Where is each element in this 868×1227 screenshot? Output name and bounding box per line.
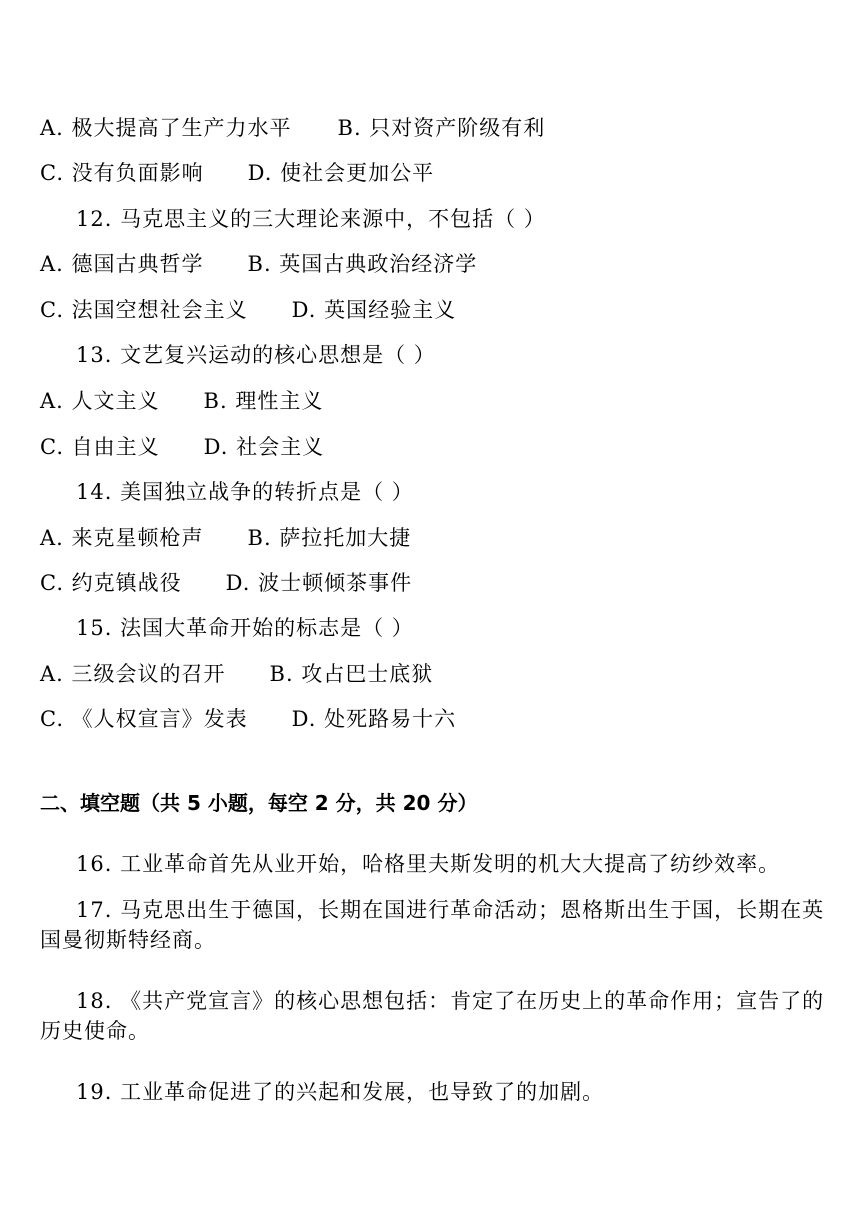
q12-options-row-2 bbox=[40, 295, 456, 325]
q15-option-d: D. 处死路易十六 bbox=[291, 707, 457, 731]
q11-options-row-1 bbox=[40, 113, 545, 143]
q11-option-a: A. 极大提高了生产力水平 bbox=[40, 116, 292, 140]
q15-option-a: A. 三级会议的召开 bbox=[40, 662, 226, 686]
q13-option-c: C. 自由主义 bbox=[40, 435, 160, 459]
q13-option-d: D. 社会主义 bbox=[203, 435, 325, 459]
q14-option-a: A. 来克星顿枪声 bbox=[40, 526, 204, 550]
q15-option-b: B. 攻占巴士底狱 bbox=[269, 662, 434, 686]
q15-stem: 15. 法国大革命开始的标志是（ ） bbox=[76, 616, 414, 640]
section-2-title: 二、填空题（共 5 小题，每空 2 分，共 20 分） bbox=[40, 791, 478, 815]
q12-option-d: D. 英国经验主义 bbox=[291, 298, 457, 322]
q15-options-row-1 bbox=[40, 659, 433, 689]
q11-option-d: D. 使社会更加公平 bbox=[247, 161, 435, 185]
q13-options-row-2 bbox=[40, 432, 324, 462]
q11-options-row-2 bbox=[40, 158, 434, 188]
q11-option-b: B. 只对资产阶级有利 bbox=[337, 116, 546, 140]
q18-text: 18. 《共产党宣言》的核心思想包括：肯定了在历史上的革命作用；宣告了的历史使命。 bbox=[40, 989, 825, 1043]
q13-options-row-1 bbox=[40, 386, 323, 416]
q12-option-b: B. 英国古典政治经济学 bbox=[247, 252, 478, 276]
q13-stem: 13. 文艺复兴运动的核心思想是（ ） bbox=[76, 343, 436, 367]
q12-stem: 12. 马克思主义的三大理论来源中，不包括（ ） bbox=[76, 207, 546, 231]
q12-option-c: C. 法国空想社会主义 bbox=[40, 298, 248, 322]
q15-option-c: C. 《人权宣言》发表 bbox=[40, 707, 248, 731]
q17-text: 17. 马克思出生于德国，长期在国进行革命活动；恩格斯出生于国，长期在英国曼彻斯特经商。 bbox=[40, 898, 825, 952]
q14-stem: 14. 美国独立战争的转折点是（ ） bbox=[76, 480, 414, 504]
q11-option-c: C. 没有负面影响 bbox=[40, 161, 204, 185]
q13-option-a: A. 人文主义 bbox=[40, 389, 160, 413]
q16-text: 16. 工业革命首先从业开始，哈格里夫斯发明的机大大提高了纺纱效率。 bbox=[76, 852, 781, 876]
q14-options-row-2 bbox=[40, 568, 412, 598]
q19-text: 19. 工业革命促进了的兴起和发展，也导致了的加剧。 bbox=[76, 1080, 605, 1104]
q15-options-row-2 bbox=[40, 704, 456, 734]
q14-option-c: C. 约克镇战役 bbox=[40, 571, 182, 595]
q13-option-b: B. 理性主义 bbox=[203, 389, 324, 413]
q14-options-row-1 bbox=[40, 523, 411, 553]
q14-option-b: B. 萨拉托加大捷 bbox=[247, 526, 412, 550]
q14-option-d: D. 波士顿倾茶事件 bbox=[225, 571, 413, 595]
q12-options-row-1 bbox=[40, 249, 477, 279]
q12-option-a: A. 德国古典哲学 bbox=[40, 252, 204, 276]
